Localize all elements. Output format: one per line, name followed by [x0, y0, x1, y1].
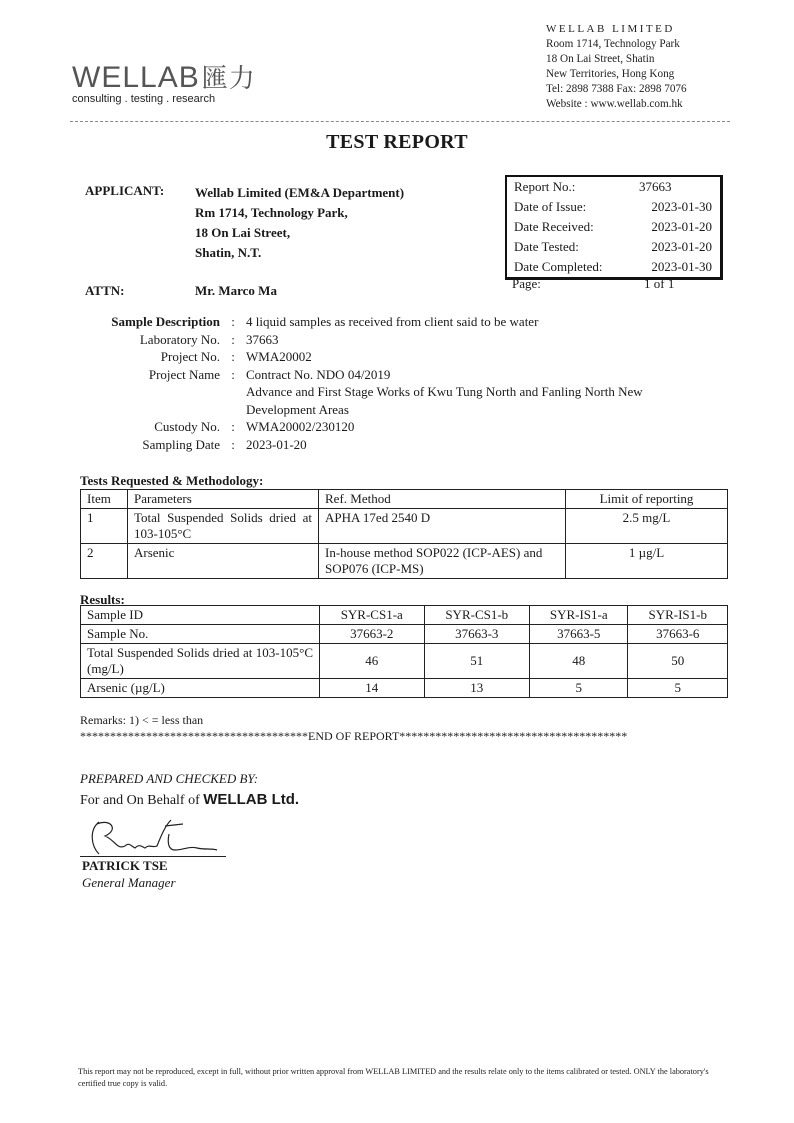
table-row	[81, 509, 728, 544]
report-info-label: Date of Issue:	[514, 199, 587, 214]
applicant-line: Shatin, N.T.	[195, 245, 262, 260]
sample-row	[70, 401, 706, 419]
sample-label	[70, 401, 220, 419]
table-cell: 2.5 mg/L	[566, 509, 728, 544]
sample-row	[70, 383, 706, 401]
results-section-title: Results:	[80, 592, 125, 607]
logo-text: WELLAB	[72, 61, 200, 94]
address-line: Room 1714, Technology Park	[546, 38, 680, 50]
table-cell: 13	[424, 679, 530, 698]
applicant-line: 18 On Lai Street,	[195, 225, 291, 240]
table-cell: 37663-2	[320, 625, 425, 644]
sample-row	[70, 366, 706, 384]
sample-row	[70, 418, 706, 436]
table-cell: 46	[320, 644, 425, 679]
sample-row	[70, 331, 706, 349]
applicant-line: Rm 1714, Technology Park,	[195, 205, 348, 220]
sample-label: Custody No.	[154, 419, 220, 434]
company-address-block	[546, 22, 687, 112]
sample-label	[70, 383, 220, 401]
sample-colon: :	[231, 366, 235, 382]
sample-row	[70, 436, 706, 454]
table-row	[81, 625, 728, 644]
on-behalf-company: WELLAB Ltd.	[203, 791, 300, 808]
table-cell: 37663-3	[424, 625, 530, 644]
table-row-label: Sample No.	[81, 625, 320, 644]
tests-section-title: Tests Requested & Methodology:	[80, 473, 264, 488]
sample-colon: :	[231, 331, 235, 347]
sample-label: Project No.	[160, 349, 220, 364]
table-cell: SYR-IS1-b	[628, 606, 728, 625]
header-divider	[70, 121, 730, 122]
footer-disclaimer: This report may not be reproduced, except in full, without prior written approval from WELLAB LIMITED and the results relate only to the items calibrated or tested. ONLY the laboratory's certified true copy is valid.	[78, 1067, 709, 1088]
table-cell: SYR-CS1-a	[320, 606, 425, 625]
table-cell: SYR-CS1-b	[424, 606, 530, 625]
table-row-label: Sample ID	[81, 606, 320, 625]
sample-row	[70, 348, 706, 366]
table-cell: Arsenic	[128, 544, 319, 579]
sample-details	[70, 313, 706, 453]
table-cell: SYR-IS1-a	[530, 606, 628, 625]
address-line: Website : www.wellab.com.hk	[546, 98, 683, 110]
report-info-row	[507, 217, 720, 237]
table-header-row	[81, 490, 728, 509]
table-cell: 37663-6	[628, 625, 728, 644]
table-header-cell: Item	[81, 490, 128, 509]
table-cell: 37663-5	[530, 625, 628, 644]
tests-table	[80, 489, 728, 579]
table-cell: 51	[424, 644, 530, 679]
table-cell: 14	[320, 679, 425, 698]
report-info-box	[505, 175, 723, 280]
table-cell: 1	[81, 509, 128, 544]
on-behalf-prefix: For and On Behalf of	[80, 793, 204, 808]
signature-line	[80, 856, 226, 857]
sample-value: Advance and First Stage Works of Kwu Tung North and Fanling North New	[246, 384, 643, 399]
company-name: WELLAB LIMITED	[546, 23, 675, 35]
prepared-by-label: PREPARED AND CHECKED BY:	[80, 771, 259, 786]
table-row	[81, 679, 728, 698]
table-row	[81, 544, 728, 579]
table-cell: 5	[628, 679, 728, 698]
sample-label: Sampling Date	[142, 436, 220, 452]
attn-label: ATTN:	[85, 283, 125, 298]
sample-row	[70, 313, 706, 331]
page-title: TEST REPORT	[326, 131, 468, 153]
report-info-row	[507, 257, 720, 277]
sample-colon: :	[231, 436, 235, 452]
report-info-row	[507, 197, 720, 217]
report-info-row	[507, 177, 720, 197]
on-behalf-line	[80, 791, 299, 809]
sample-value: 2023-01-20	[246, 436, 307, 452]
report-info-label: Date Completed:	[514, 259, 603, 274]
table-row-label: Arsenic (µg/L)	[81, 679, 320, 698]
company-logo	[72, 58, 262, 105]
sample-value: 37663	[246, 331, 279, 347]
table-cell: 50	[628, 644, 728, 679]
applicant-label: APPLICANT:	[85, 183, 165, 198]
end-of-report-line: **************************************END OF REPORT**************************************	[80, 729, 628, 743]
logo-tagline: consulting . testing . research	[72, 93, 216, 105]
page-label: Page:	[512, 276, 541, 291]
sample-value: WMA20002/230120	[246, 419, 355, 434]
table-cell: 1 µg/L	[566, 544, 728, 579]
address-line: 18 On Lai Street, Shatin	[546, 53, 655, 65]
sample-value: Development Areas	[246, 401, 349, 417]
sample-label: Laboratory No.	[139, 331, 220, 347]
report-info-value: 37663	[639, 179, 672, 194]
results-table	[80, 605, 728, 698]
applicant-line: Wellab Limited (EM&A Department)	[195, 185, 405, 200]
report-info-value: 2023-01-20	[651, 219, 712, 234]
signer-title: General Manager	[82, 875, 176, 890]
report-info-label: Date Received:	[514, 219, 594, 234]
sample-colon: :	[231, 419, 235, 434]
attn-value: Mr. Marco Ma	[195, 283, 277, 298]
report-info-value: 2023-01-30	[651, 259, 712, 274]
table-row	[81, 606, 728, 625]
report-info-row	[507, 237, 720, 257]
signer-name: PATRICK TSE	[82, 858, 168, 873]
sample-label: Project Name	[148, 366, 220, 382]
applicant-address	[195, 183, 404, 263]
address-line: Tel: 2898 7388 Fax: 2898 7076	[546, 83, 687, 95]
table-cell: APHA 17ed 2540 D	[319, 509, 566, 544]
sample-colon: :	[231, 349, 235, 364]
address-line: New Territories, Hong Kong	[546, 68, 675, 80]
table-header-cell: Parameters	[128, 490, 319, 509]
report-info-value: 2023-01-30	[651, 199, 712, 214]
table-cell: 5	[530, 679, 628, 698]
table-header-cell: Limit of reporting	[566, 490, 728, 509]
table-header-cell: Ref. Method	[319, 490, 566, 509]
sample-value: Contract No. NDO 04/2019	[246, 366, 391, 382]
report-info-label: Date Tested:	[514, 239, 579, 254]
page-number-row	[505, 276, 718, 292]
report-info-value: 2023-01-20	[651, 239, 712, 254]
report-info-label: Report No.:	[514, 179, 576, 194]
logo-cn-text: 匯力	[201, 63, 256, 93]
table-cell: Total Suspended Solids dried at 103-105°C	[128, 509, 319, 544]
sample-value: 4 liquid samples as received from client said to be water	[246, 314, 539, 329]
signature-icon	[85, 816, 225, 860]
remarks-text: Remarks: 1) < = less than	[80, 713, 204, 727]
table-cell: 48	[530, 644, 628, 679]
table-cell: In-house method SOP022 (ICP-AES) and SOP076 (ICP-MS)	[319, 544, 566, 579]
table-row	[81, 644, 728, 679]
page-value: 1 of 1	[644, 276, 675, 291]
sample-value: WMA20002	[246, 349, 312, 364]
sample-label: Sample Description	[111, 314, 220, 329]
sample-colon: :	[231, 314, 235, 329]
table-row-label: Total Suspended Solids dried at 103-105°C (mg/L)	[81, 644, 320, 679]
table-cell: 2	[81, 544, 128, 579]
